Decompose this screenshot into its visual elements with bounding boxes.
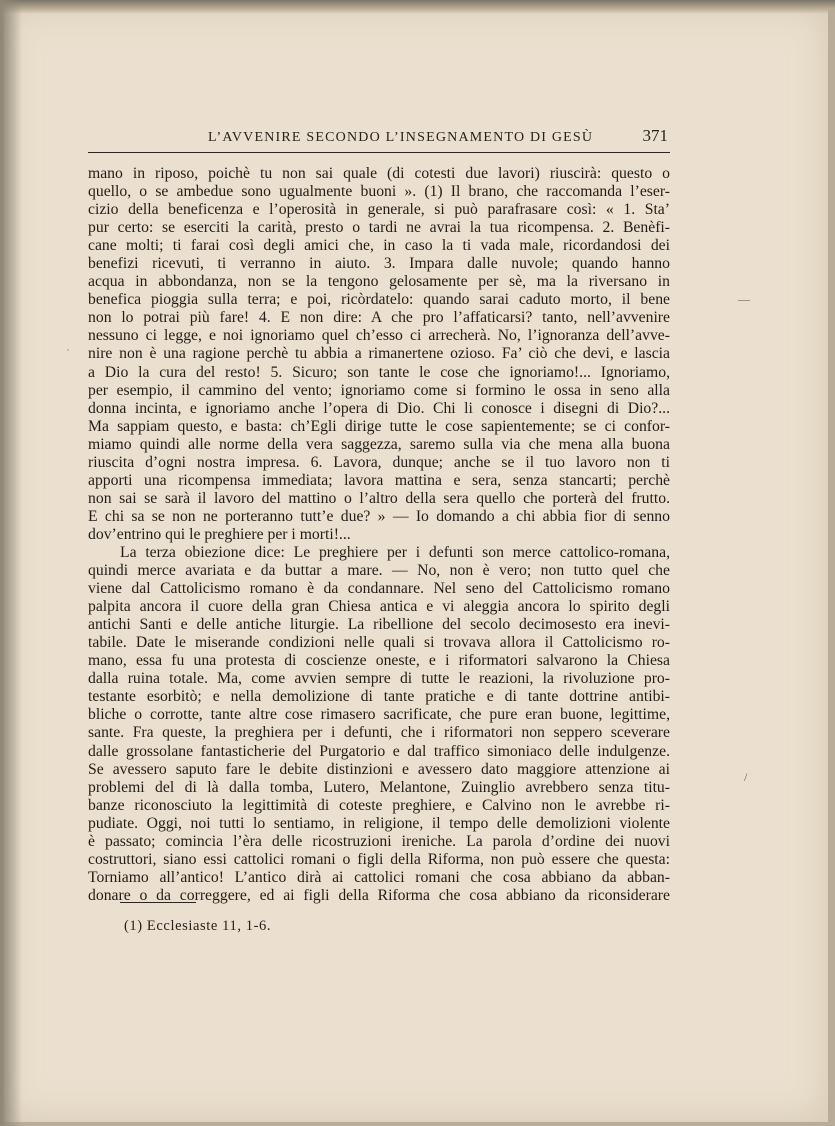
- text-line: non sai se sarà il lavoro del mattino o l’altro della sera quello che porterà del frutto.: [88, 489, 670, 507]
- text-line: banze riconosciuto la legittimità di coteste preghiere, e Calvino non le avrebbe ri-: [88, 796, 670, 814]
- running-title: L’AVVENIRE SECONDO L’INSEGNAMENTO DI GESÙ: [208, 130, 594, 145]
- footnote: (1) Ecclesiaste 11, 1-6.: [124, 918, 272, 934]
- page-top-edge: [0, 0, 835, 14]
- page-binding-shadow: [0, 0, 22, 1126]
- text-line: non lo potrai più fare! 4. E non dire: A che pro l’affaticarsi? tanto, nell’avvenire: [88, 309, 670, 327]
- text-line: cane molti; ti farai così degli amici che, in caso la ti vada male, ricordandosi dei: [88, 237, 670, 255]
- text-line: dalla ruina totale. Ma, come avvien sempre di tutte le reazioni, la rivoluzione pro-: [88, 670, 670, 688]
- text-line: dov’entrino qui le preghiere per i morti!...: [88, 525, 351, 543]
- text-line: acqua in abbondanza, non se la tengono gelosamente per sè, ma la riversano in: [88, 273, 670, 291]
- text-line: benefica pioggia sulla terra; e poi, ricòrdatelo: quando sarai caduto morto, il bene: [88, 291, 670, 309]
- text-line: mano, essa fu una protesta di coscienze oneste, e i riformatori salvarono la Chiesa: [88, 652, 670, 670]
- text-line: tabile. Date le miserande condizioni nelle quali si trovava allora il Cattolicismo ro-: [88, 634, 670, 652]
- page-number: 371: [642, 126, 668, 145]
- text-line: per esempio, il cammino del vento; ignoriamo come si formino le ossa in seno alla: [88, 381, 670, 399]
- text-line: palpita ancora il cuore della gran Chiesa antica e vi aleggia ancora lo spirito degli: [88, 598, 670, 616]
- margin-mark: —: [738, 292, 750, 306]
- text-line: è passato; comincia l’èra delle ricostruzioni ireniche. La parola d’ordine dei nuovi: [88, 832, 670, 850]
- text-line: Ma sappiam questo, e basta: ch’Egli dirige tutte le cose sapientemente; se ci confor-: [88, 417, 670, 435]
- text-line: quello, o se ambedue sono ugualmente buoni ». (1) Il brano, che raccomanda l’eser-: [88, 183, 670, 201]
- text-line: costruttori, siano essi cattolici romani o figli della Riforma, non può essere che questa:: [88, 850, 670, 868]
- text-line: quindi merce avariata e da buttar a mare. — No, non è vero; non tutto quel che: [88, 562, 670, 580]
- text-line: pudiate. Oggi, noi tutti lo sentiamo, in religione, il tempo delle demolizioni violente: [88, 814, 670, 832]
- text-line: nessuno ci legge, e noi ignoriamo quel ch’esso ci arrecherà. No, l’ignoranza dell’avve-: [88, 327, 670, 345]
- paragraph-first-line: La terza obiezione dice: Le preghiere per i defunti son merce cattolico-romana,: [120, 543, 670, 561]
- text-line: sante. Fra queste, la preghiera per i defunti, che i riformatori non seppero sceverare: [88, 724, 670, 742]
- text-line: miamo quindi alle norme della vera saggezza, saremo sulla via che mena alla buona: [88, 435, 670, 453]
- text-line: donna incinta, e ignoriamo anche l’opera di Dio. Chi li conosce i disegni di Dio?...: [88, 399, 670, 417]
- margin-mark: ˙: [66, 346, 70, 360]
- text-line: cizio della beneficenza e l’operosità in generale, si può parafrasare così: « 1. Sta’: [88, 201, 670, 219]
- text-line: apporti una ricompensa immediata; lavora mattina e sera, senza stancarti; perchè: [88, 471, 670, 489]
- text-line: mano in riposo, poichè tu non sai quale (di cotesti due lavori) riuscirà: questo o: [88, 165, 670, 182]
- text-line: donare o da correggere, ed ai figli della Riforma che cosa abbiano da riconsiderare: [88, 886, 670, 904]
- text-line: E chi sa se non ne porteranno tutt’e due? » — Io domando a chi abbia fior di senno: [88, 507, 670, 525]
- text-line: benefizi ricevuti, ti verranno in aiuto. 3. Impara dalle nuvole; quando hanno: [88, 255, 670, 273]
- text-line: testante esorbitò; e nella demolizione di tante pratiche e di tante dottrine antibi-: [88, 688, 670, 706]
- text-line: dalle grossolane fantasticherie del Purgatorio e dal traffico simoniaco delle indulgenze.: [88, 742, 670, 760]
- margin-mark: /: [744, 770, 748, 784]
- text-line: riuscita d’ogni nostra impresa. 6. Lavora, dunque; anche se il tuo lavoro non ti: [88, 453, 670, 471]
- text-line: viene dal Cattolicismo romano è da condannare. Nel seno del Cattolicismo romano: [88, 580, 670, 598]
- page-header: [88, 126, 670, 153]
- text-line: a Dio la cura del resto! 5. Sicuro; son tante le cose che ignoriamo!... Ignoriamo,: [88, 363, 670, 381]
- text-line: bliche o corrotte, tante altre cose rimasero sacrificate, che pure eran buone, legittime,: [88, 706, 670, 724]
- text-line: Torniamo all’antico! L’antico dirà ai cattolici romani che cosa abbiano da abban-: [88, 868, 670, 886]
- footnote-rule: [120, 902, 196, 903]
- text-line: nire non è una ragione perchè tu abbia a rimanertene ozioso. Fa’ ciò che devi, e lascia: [88, 345, 670, 363]
- text-line: problemi del di là dalla tomba, Lutero, Melantone, Zuinglio avrebbero senza titu-: [88, 778, 670, 796]
- text-line: antichi Santi e delle antiche liturgie. La ribellione del secolo decimosesto era inevi-: [88, 616, 670, 634]
- text-line: pur certo: se eserciti la carità, presto o tardi ne avrai la tua ricompensa. 2. Benèfi-: [88, 219, 670, 237]
- body-text: [88, 165, 670, 905]
- text-line: Se avessero saputo fare le debite distinzioni e avessero dato maggiore attenzione ai: [88, 760, 670, 778]
